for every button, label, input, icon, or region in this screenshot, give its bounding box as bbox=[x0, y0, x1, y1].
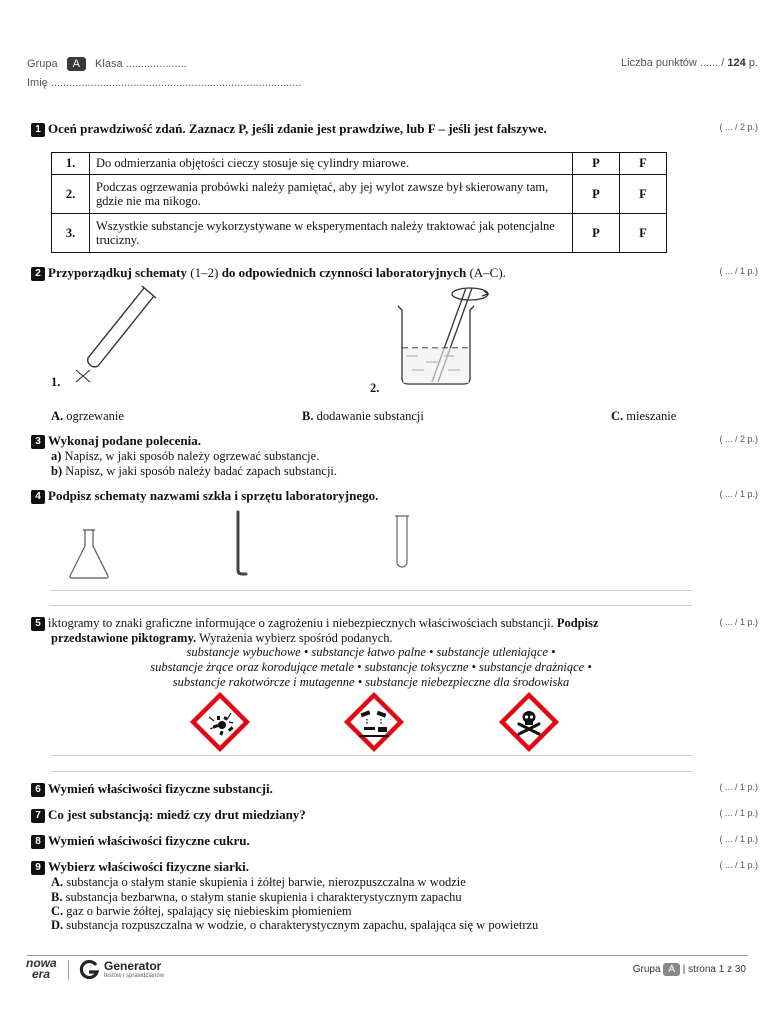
true-option[interactable]: P bbox=[573, 214, 620, 253]
options-line-1: substancje wybuchowe • substancje łatwo palne • substancje utleniające • bbox=[186, 645, 556, 659]
option-letter: A. bbox=[51, 875, 64, 889]
option-text: substancja bezbarwna, o stałym stanie skupienia i charakterystycznym zapachu bbox=[65, 890, 462, 904]
answer-line bbox=[50, 590, 692, 591]
question-4-title bbox=[31, 488, 378, 504]
question-1-points: ( ... / 2 p.) bbox=[719, 122, 758, 132]
glass-rod-diagram bbox=[230, 510, 250, 578]
question-7-points: ( ... / 1 p.) bbox=[719, 808, 758, 818]
corrosive-pictogram bbox=[343, 691, 405, 753]
question-number: 1 bbox=[31, 123, 45, 137]
question-text: Co jest substancją: miedź czy drut miedziany? bbox=[48, 807, 306, 822]
question-6-points: ( ... / 1 p.) bbox=[719, 782, 758, 792]
answer-option-d bbox=[51, 918, 538, 933]
title-part: Przyporządkuj schematy bbox=[48, 265, 188, 280]
question-number: 2 bbox=[31, 267, 45, 281]
subtask-letter: a) bbox=[51, 449, 62, 463]
option-text: substancja o stałym stanie skupienia i żółtej barwie, nierozpuszczalna w wodzie bbox=[66, 875, 466, 889]
answer-line bbox=[50, 771, 692, 772]
logo-line: era bbox=[32, 967, 51, 981]
table-row bbox=[52, 214, 667, 253]
option-a bbox=[51, 409, 124, 424]
explosive-pictogram bbox=[189, 691, 251, 753]
subtask-letter: b) bbox=[51, 464, 63, 478]
points-unit: p. bbox=[748, 57, 758, 69]
question-3-title bbox=[31, 433, 201, 449]
question-number: 8 bbox=[31, 835, 45, 849]
group-badge: A bbox=[67, 57, 86, 71]
title-part: do odpowiednich czynności laboratoryjnych bbox=[221, 265, 467, 280]
question-7-title bbox=[31, 807, 306, 823]
subtask-text: Napisz, w jaki sposób należy ogrzewać substancje. bbox=[64, 449, 320, 463]
question-5-points: ( ... / 1 p.) bbox=[719, 617, 758, 627]
title-part: (1–2) bbox=[190, 265, 219, 280]
true-false-table bbox=[51, 152, 667, 253]
subtask-b bbox=[51, 464, 337, 479]
instruction-text: Wyrażenia wybierz spośród podanych. bbox=[199, 631, 393, 645]
page-number: | strona 1 z 30 bbox=[682, 964, 746, 975]
header-group-row bbox=[27, 57, 187, 71]
question-4-points: ( ... / 1 p.) bbox=[719, 489, 758, 499]
question-number: 6 bbox=[31, 783, 45, 797]
points-label: Liczba punktów ...... / bbox=[620, 57, 725, 69]
options-line-3: substancje rakotwórcze i mutagenne • substancje niebezpieczne dla środowiska bbox=[172, 675, 570, 689]
question-text: Wybierz właściwości fizyczne siarki. bbox=[48, 859, 249, 874]
option-text: gaz o barwie żółtej, spalający się niebieskim płomieniem bbox=[66, 904, 352, 918]
option-text: mieszanie bbox=[626, 409, 677, 423]
option-b bbox=[302, 409, 424, 424]
false-option[interactable]: F bbox=[620, 214, 667, 253]
answer-line bbox=[50, 755, 692, 756]
question-5-text bbox=[31, 616, 701, 631]
class-field: Klasa .................... bbox=[95, 58, 187, 70]
generator-logo-icon bbox=[78, 959, 100, 981]
option-c bbox=[611, 409, 676, 424]
row-number: 2. bbox=[52, 175, 90, 214]
statement-text: Do odmierzania objętości cieczy stosuje się cylindry miarowe. bbox=[90, 153, 573, 175]
figure-1-label: 1. bbox=[51, 375, 61, 389]
option-text: dodawanie substancji bbox=[316, 409, 424, 423]
question-text: Oceń prawdziwość zdań. Zaznacz P, jeśli zdanie jest prawdziwe, lub F – jeśli jest fałszywe. bbox=[48, 121, 547, 136]
true-option[interactable]: P bbox=[573, 153, 620, 175]
test-tube-diagram bbox=[392, 514, 412, 572]
intro-text: iktogramy to znaki graficzne informujące o zagrożeniu i niebezpiecznych właściwościach substancji. bbox=[48, 616, 554, 630]
option-text: ogrzewanie bbox=[66, 409, 124, 423]
question-number: 3 bbox=[31, 435, 45, 449]
beaker-stirring-diagram bbox=[392, 282, 492, 392]
table-row bbox=[52, 153, 667, 175]
question-number: 5 bbox=[31, 617, 45, 631]
footer-page-info bbox=[633, 963, 746, 976]
test-tube-holding-diagram bbox=[60, 282, 170, 392]
toxic-pictogram bbox=[498, 691, 560, 753]
subtask-text: Napisz, w jaki sposób należy badać zapach substancji. bbox=[65, 464, 338, 478]
option-letter: C. bbox=[611, 409, 624, 423]
question-text: Podpisz schematy nazwami szkła i sprzętu laboratoryjnego. bbox=[48, 488, 379, 503]
question-3-points: ( ... / 2 p.) bbox=[719, 434, 758, 444]
option-text: substancja rozpuszczalna w wodzie, o charakterystycznym zapachu, spalająca się w powietrzu bbox=[66, 918, 539, 932]
footer-rule bbox=[27, 955, 748, 956]
nowa-era-logo bbox=[26, 958, 57, 980]
question-9-title bbox=[31, 859, 249, 875]
instruction-bold: Podpisz bbox=[556, 616, 599, 630]
row-number: 3. bbox=[52, 214, 90, 253]
question-text: Wymień właściwości fizyczne substancji. bbox=[48, 781, 273, 796]
answer-line bbox=[50, 605, 692, 606]
true-option[interactable]: P bbox=[573, 175, 620, 214]
row-number: 1. bbox=[52, 153, 90, 175]
instruction-bold: przedstawione piktogramy. bbox=[51, 631, 197, 645]
statement-text: Wszystkie substancje wykorzystywane w eksperymentach należy traktować jak potencjalne trucizny. bbox=[90, 214, 573, 253]
question-5-text-line2 bbox=[51, 631, 393, 646]
option-letter: C. bbox=[51, 904, 64, 918]
name-field: Imię .................................................................................. bbox=[27, 77, 302, 89]
logo-divider bbox=[68, 960, 69, 980]
footer-group-label: Grupa bbox=[632, 964, 661, 975]
question-number: 9 bbox=[31, 861, 45, 875]
answer-option-a bbox=[51, 875, 466, 890]
question-8-title bbox=[31, 833, 250, 849]
subtask-a bbox=[51, 449, 319, 464]
group-label: Grupa bbox=[27, 58, 58, 70]
question-2-points: ( ... / 1 p.) bbox=[719, 266, 758, 276]
question-9-points: ( ... / 1 p.) bbox=[719, 860, 758, 870]
statement-text: Podczas ogrzewania probówki należy pamiętać, aby jej wylot zawsze był skierowany tam, gdzie nie ma nikogo. bbox=[90, 175, 573, 214]
question-1-title bbox=[31, 121, 547, 137]
points-total: 124 bbox=[727, 57, 746, 69]
answer-option-b bbox=[51, 890, 462, 905]
erlenmeyer-flask-diagram bbox=[66, 528, 112, 580]
question-8-points: ( ... / 1 p.) bbox=[719, 834, 758, 844]
logo-line: nowa bbox=[26, 956, 57, 970]
footer-group-badge: A bbox=[663, 963, 680, 976]
question-2-title bbox=[31, 265, 506, 281]
table-row bbox=[52, 175, 667, 214]
question-text: Wykonaj podane polecenia. bbox=[48, 433, 202, 448]
answer-option-c bbox=[51, 904, 352, 919]
options-line-2: substancje żrące oraz korodujące metale • substancje toksyczne • substancje drażniące • bbox=[150, 660, 592, 674]
false-option[interactable]: F bbox=[620, 175, 667, 214]
question-6-title bbox=[31, 781, 273, 797]
title-part: (A–C). bbox=[469, 265, 506, 280]
generator-title: Generator bbox=[104, 959, 162, 973]
question-number: 4 bbox=[31, 490, 45, 504]
false-option[interactable]: F bbox=[620, 153, 667, 175]
option-letter: B. bbox=[51, 890, 63, 904]
figure-2-label: 2. bbox=[370, 381, 380, 395]
points-summary bbox=[621, 57, 758, 69]
question-number: 7 bbox=[31, 809, 45, 823]
option-letter: A. bbox=[51, 409, 64, 423]
option-letter: B. bbox=[302, 409, 314, 423]
question-text: Wymień właściwości fizyczne cukru. bbox=[48, 833, 250, 848]
generator-subtitle: testów i sprawdzianów bbox=[104, 973, 165, 979]
option-letter: D. bbox=[51, 918, 64, 932]
